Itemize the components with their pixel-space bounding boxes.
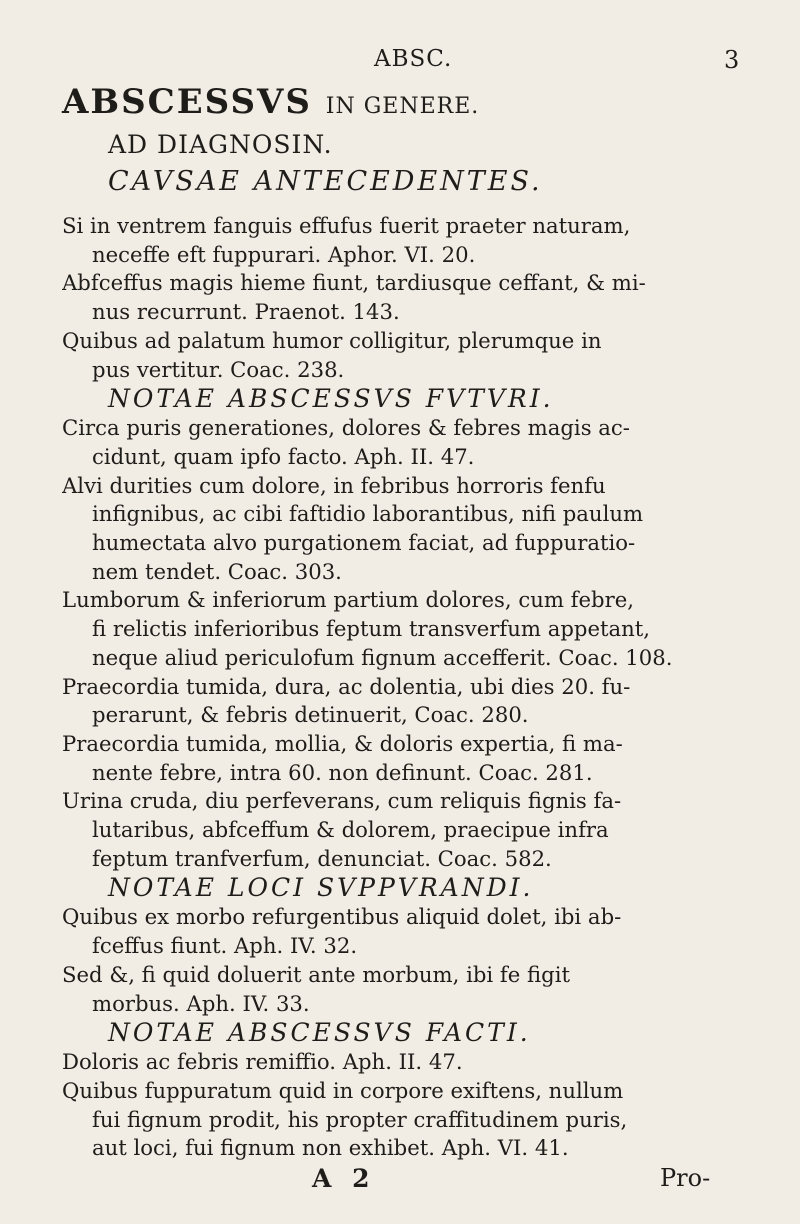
note-heading: NOTAE ABSCESSVS FACTI. [108, 1018, 531, 1048]
text-line: humectata alvo purgationem faciat, ad fuppuratio- [92, 530, 636, 556]
main-title [62, 82, 479, 122]
text-paragraph [62, 212, 752, 384]
text-line: Alvi durities cum dolore, in febribus horroris fenfu [62, 472, 606, 498]
text-line: perarunt, & febris detinuerit, Coac. 280. [92, 702, 529, 728]
note-heading: NOTAE ABSCESSVS FVTVRI. [108, 384, 554, 414]
text-line: pus vertitur. Coac. 238. [92, 356, 345, 382]
text-line: cidunt, quam ipfo facto. Aph. II. 47. [92, 443, 475, 469]
text-line: Urina cruda, diu perfeverans, cum reliquis fignis fa- [62, 788, 622, 814]
text-line: Doloris ac febris remiffio. Aph. II. 47. [62, 1049, 463, 1075]
text-line: fui fignum prodit, his propter craffitudinem puris, [92, 1106, 628, 1132]
subtitle: AD DIAGNOSIN. [108, 130, 333, 159]
signature-mark: A 2 [312, 1164, 376, 1193]
body-text [62, 212, 752, 1163]
text-line: Abfceffus magis hieme fiunt, tardiusque ceffant, & mi- [62, 270, 646, 296]
text-paragraph [62, 414, 752, 873]
page-footer [0, 1164, 800, 1196]
text-line: Sed &, fi quid doluerit ante morbum, ibi fe figit [62, 961, 571, 987]
text-line: Quibus fuppuratum quid in corpore exiftens, nullum [62, 1077, 624, 1103]
running-head-title: ABSC. [374, 46, 453, 72]
text-line: neque aliud periculofum fignum accefferit. Coac. 108. [92, 644, 673, 670]
text-line: infignibus, ac cibi faftidio laborantibus, nifi paulum [92, 501, 644, 527]
text-line: nus recurrunt. Praenot. 143. [92, 299, 400, 325]
text-line: Praecordia tumida, mollia, & doloris expertia, fi ma- [62, 730, 623, 756]
text-line: nente febre, intra 60. non definunt. Coac. 281. [92, 759, 593, 785]
main-title-text: ABSCESSVS [62, 82, 312, 122]
text-line: Praecordia tumida, dura, ac dolentia, ubi dies 20. fu- [62, 673, 631, 699]
page-number: 3 [724, 46, 740, 74]
text-paragraph [62, 1048, 752, 1163]
text-line: Quibus ex morbo refurgentibus aliquid dolet, ibi ab- [62, 904, 622, 930]
main-title-small: IN GENERE. [325, 94, 480, 119]
text-line: lutaribus, abfceffum & dolorem, praecipue infra [92, 817, 609, 843]
text-line: nem tendet. Coac. 303. [92, 558, 342, 584]
text-line: Circa puris generationes, dolores & febres magis ac- [62, 415, 630, 441]
catchword: Pro- [660, 1164, 711, 1192]
text-line: fi relictis inferioribus feptum transverfum appetant, [92, 616, 651, 642]
text-line: neceffe eft fuppurari. Aphor. VI. 20. [92, 241, 476, 267]
text-line: Quibus ad palatum humor colligitur, plerumque in [62, 327, 602, 353]
text-paragraph [62, 903, 752, 1018]
text-line: morbus. Aph. IV. 33. [92, 990, 310, 1016]
running-head [0, 46, 800, 82]
text-line: feptum tranfverfum, denunciat. Coac. 582. [92, 845, 552, 871]
note-heading: NOTAE LOCI SVPPVRANDI. [108, 873, 534, 903]
text-line: aut loci, fui fignum non exhibet. Aph. VI. 41. [92, 1135, 569, 1161]
section-heading: CAVSAE ANTECEDENTES. [108, 166, 543, 197]
text-line: fceffus fiunt. Aph. IV. 32. [92, 933, 358, 959]
text-line: Si in ventrem fanguis effufus fuerit praeter naturam, [62, 213, 631, 238]
text-line: Lumborum & inferiorum partium dolores, cum febre, [62, 587, 635, 613]
